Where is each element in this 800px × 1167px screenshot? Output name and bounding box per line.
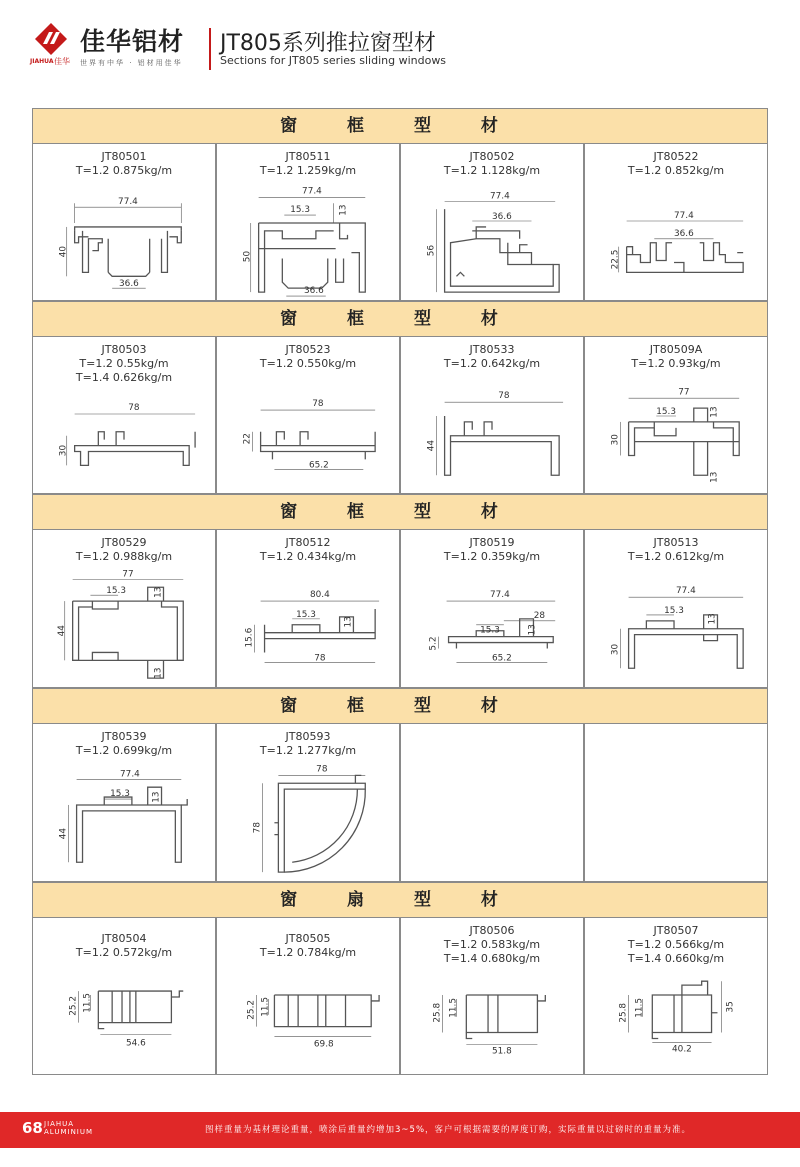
profile-weight: T=1.4 0.660kg/m — [627, 952, 725, 965]
profile-weight: T=1.2 0.550kg/m — [259, 357, 357, 370]
profile-cell — [216, 143, 400, 301]
profile-drawing — [585, 530, 767, 687]
profile-weight: T=1.2 0.566kg/m — [627, 938, 725, 951]
dim-label: 77.4 — [490, 191, 510, 202]
dim-label: 78 — [128, 403, 140, 414]
profile-drawing — [217, 724, 399, 881]
dim-label: 15.3 — [110, 789, 130, 800]
profile-code: JT80593 — [285, 730, 331, 743]
section-band: 窗 框 型 材 — [32, 301, 768, 337]
profile-code: JT80512 — [285, 536, 331, 549]
profile-cell — [32, 143, 216, 301]
profile-drawing — [217, 337, 399, 493]
profile-weight: T=1.2 1.277kg/m — [259, 744, 357, 757]
brand-slogan: 世界有中华 · 铝材用佳华 — [80, 59, 183, 67]
footer-note: 图样重量为基材理论重量，喷涂后重量约增加3~5%，客户可根据需要的厚度订购，实际重量以过磅时的重量为准。 — [205, 1125, 692, 1135]
dim-label: 15.3 — [106, 586, 126, 597]
profile-cell — [400, 143, 584, 301]
profile-drawing — [33, 337, 215, 493]
dim-label: 11.5 — [260, 996, 271, 1017]
profile-drawing — [401, 918, 583, 1074]
profile-weight: T=1.2 0.572kg/m — [75, 946, 173, 959]
profile-cell — [584, 917, 768, 1075]
dim-label: 25.2 — [246, 999, 257, 1020]
dim-label: 13 — [709, 406, 720, 418]
dim-label: 80.4 — [309, 590, 330, 601]
profile-code: JT80507 — [653, 924, 699, 937]
profile-drawing — [217, 918, 399, 1074]
brand-name: 佳华铝材 — [80, 27, 185, 56]
profile-cell — [584, 143, 768, 301]
profile-cell — [216, 723, 400, 882]
profile-weight: T=1.2 0.642kg/m — [443, 357, 541, 370]
profile-code: JT80533 — [469, 343, 515, 356]
dim-label: 36.6 — [304, 286, 324, 297]
profile-cell — [216, 529, 400, 688]
profile-drawing — [217, 144, 399, 300]
profile-code: JT80506 — [469, 924, 515, 937]
profile-code: JT80529 — [101, 536, 147, 549]
profile-drawing — [585, 337, 767, 493]
dim-label: 36.6 — [491, 212, 512, 223]
profile-drawing — [33, 144, 215, 300]
section-band: 窗 框 型 材 — [32, 108, 768, 144]
dim-label: 30 — [610, 643, 621, 656]
profile-code: JT80513 — [653, 536, 699, 549]
footer-brand-line1: JIAHUA — [44, 1120, 75, 1128]
dim-label: 65.2 — [308, 460, 329, 471]
dim-label: 22 — [242, 433, 253, 445]
dim-label: 50 — [242, 250, 253, 263]
profile-weight: T=1.2 0.699kg/m — [75, 744, 173, 757]
dim-label: 69.8 — [313, 1039, 334, 1050]
profile-cell — [400, 917, 584, 1075]
dim-label: 13 — [153, 667, 164, 679]
dim-label: 54.6 — [125, 1038, 146, 1049]
dim-label: 5.2 — [428, 636, 439, 651]
dim-label: 77.4 — [674, 211, 694, 222]
dim-label: 44 — [426, 439, 437, 452]
profile-cell — [216, 336, 400, 494]
profile-cell — [400, 529, 584, 688]
dim-label: 28 — [533, 610, 546, 621]
profile-drawing — [585, 144, 767, 300]
dim-label: 78 — [314, 653, 326, 664]
dim-label: 35 — [725, 1001, 736, 1013]
section-band: 窗 框 型 材 — [32, 688, 768, 724]
brand-mark-cn: 佳华 — [54, 57, 70, 66]
dim-label: 44 — [56, 625, 67, 637]
dim-label: 30 — [58, 444, 69, 457]
dim-label: 77 — [122, 569, 134, 580]
dim-label: 77.4 — [490, 590, 510, 601]
profile-weight: T=1.2 1.259kg/m — [259, 164, 357, 177]
dim-label: 13 — [707, 613, 718, 625]
dim-label: 78 — [252, 822, 263, 834]
dim-label: 77 — [678, 387, 690, 398]
dim-label: 51.8 — [491, 1046, 512, 1057]
profile-weight: T=1.2 0.784kg/m — [259, 946, 357, 959]
empty-cell — [400, 723, 584, 882]
dim-label: 40 — [58, 245, 69, 258]
section-band: 窗 框 型 材 — [32, 494, 768, 530]
dim-label: 25.8 — [618, 1002, 629, 1023]
profile-drawing — [33, 724, 215, 881]
profile-cell — [400, 336, 584, 494]
dim-label: 56 — [426, 244, 437, 257]
profile-drawing — [33, 918, 215, 1074]
profile-weight: T=1.2 0.583kg/m — [443, 938, 541, 951]
profile-drawing — [401, 144, 583, 300]
dim-label: 15.3 — [296, 609, 316, 620]
profile-weight: T=1.2 0.612kg/m — [627, 550, 725, 563]
profile-cell — [216, 917, 400, 1075]
section-band: 窗 扇 型 材 — [32, 882, 768, 918]
brand-en: JIAHUA — [30, 58, 54, 65]
profile-weight: T=1.2 0.875kg/m — [75, 164, 173, 177]
dim-label: 22.5 — [610, 249, 621, 270]
dim-label: 11.5 — [82, 993, 93, 1013]
profile-drawing — [401, 337, 583, 493]
dim-label: 13 — [709, 471, 720, 483]
jiahua-logo-icon — [34, 22, 68, 56]
dim-label: 11.5 — [448, 997, 459, 1018]
profile-code: JT80503 — [101, 343, 147, 356]
profile-code: JT80523 — [285, 343, 331, 356]
profile-weight: T=1.2 0.852kg/m — [627, 164, 725, 177]
header-divider — [209, 28, 211, 70]
profile-code: JT80505 — [285, 932, 331, 945]
profile-drawing — [401, 530, 583, 687]
profile-code: JT80502 — [469, 150, 515, 163]
profile-drawing — [33, 530, 215, 687]
dim-label: 36.6 — [674, 228, 694, 239]
dim-label: 15.3 — [290, 205, 310, 216]
dim-label: 77.4 — [675, 586, 696, 597]
page-title: JT805系列推拉窗型材 — [220, 31, 436, 56]
dim-label: 13 — [151, 791, 162, 803]
profile-code: JT80509A — [649, 343, 703, 356]
profile-code: JT80504 — [101, 932, 147, 945]
dim-label: 40.2 — [672, 1044, 692, 1055]
footer-brand — [44, 1120, 93, 1136]
dim-label: 13 — [343, 616, 354, 628]
dim-label: 78 — [312, 399, 324, 410]
dim-label: 77.4 — [120, 769, 140, 780]
page-subtitle: Sections for JT805 series sliding windows — [220, 54, 447, 67]
profile-code: JT80539 — [101, 730, 147, 743]
dim-label: 13 — [527, 624, 538, 636]
page-footer — [0, 1112, 800, 1148]
profile-drawing — [217, 530, 399, 687]
dim-label: 65.2 — [491, 653, 512, 664]
profile-cell — [32, 336, 216, 494]
profile-weight: T=1.2 0.55kg/m — [79, 357, 169, 370]
profile-weight: T=1.2 0.434kg/m — [259, 550, 357, 563]
profile-code: JT80511 — [285, 150, 331, 163]
profile-code: JT80519 — [469, 536, 515, 549]
profile-weight: T=1.4 0.680kg/m — [443, 952, 541, 965]
dim-label: 44 — [58, 827, 69, 840]
dim-label: 11.5 — [634, 997, 645, 1018]
profile-weight: T=1.2 0.988kg/m — [75, 550, 173, 563]
footer-brand-line2: ALUMINIUM — [44, 1128, 94, 1136]
dim-label: 77.4 — [118, 197, 138, 208]
dim-label: 15.3 — [480, 625, 500, 636]
profile-weight: T=1.4 0.626kg/m — [75, 371, 173, 384]
dim-label: 15.3 — [656, 407, 677, 418]
dim-label: 30 — [610, 434, 621, 446]
profile-cell — [584, 529, 768, 688]
profile-weight: T=1.2 0.359kg/m — [443, 550, 541, 563]
profile-weight: T=1.2 0.93kg/m — [631, 357, 721, 370]
profile-weight: T=1.2 1.128kg/m — [443, 164, 541, 177]
profile-cell — [32, 723, 216, 882]
profile-cell — [584, 336, 768, 494]
profile-code: JT80501 — [101, 150, 147, 163]
profile-code: JT80522 — [653, 150, 699, 163]
dim-label: 78 — [498, 391, 510, 402]
empty-cell — [584, 723, 768, 882]
profile-cell — [32, 529, 216, 688]
dim-label: 36.6 — [119, 279, 139, 290]
dim-label: 15.6 — [244, 627, 255, 648]
dim-label: 13 — [338, 204, 349, 216]
dim-label: 25.8 — [432, 1002, 443, 1023]
page-header — [0, 0, 800, 80]
dim-label: 13 — [153, 586, 164, 598]
profile-cell — [32, 917, 216, 1075]
dim-label: 78 — [316, 764, 328, 775]
dim-label: 15.3 — [664, 605, 684, 616]
dim-label: 25.2 — [68, 995, 79, 1016]
dim-label: 77.4 — [302, 186, 322, 197]
profile-drawing — [585, 918, 767, 1074]
page-number: 68 — [22, 1119, 43, 1137]
